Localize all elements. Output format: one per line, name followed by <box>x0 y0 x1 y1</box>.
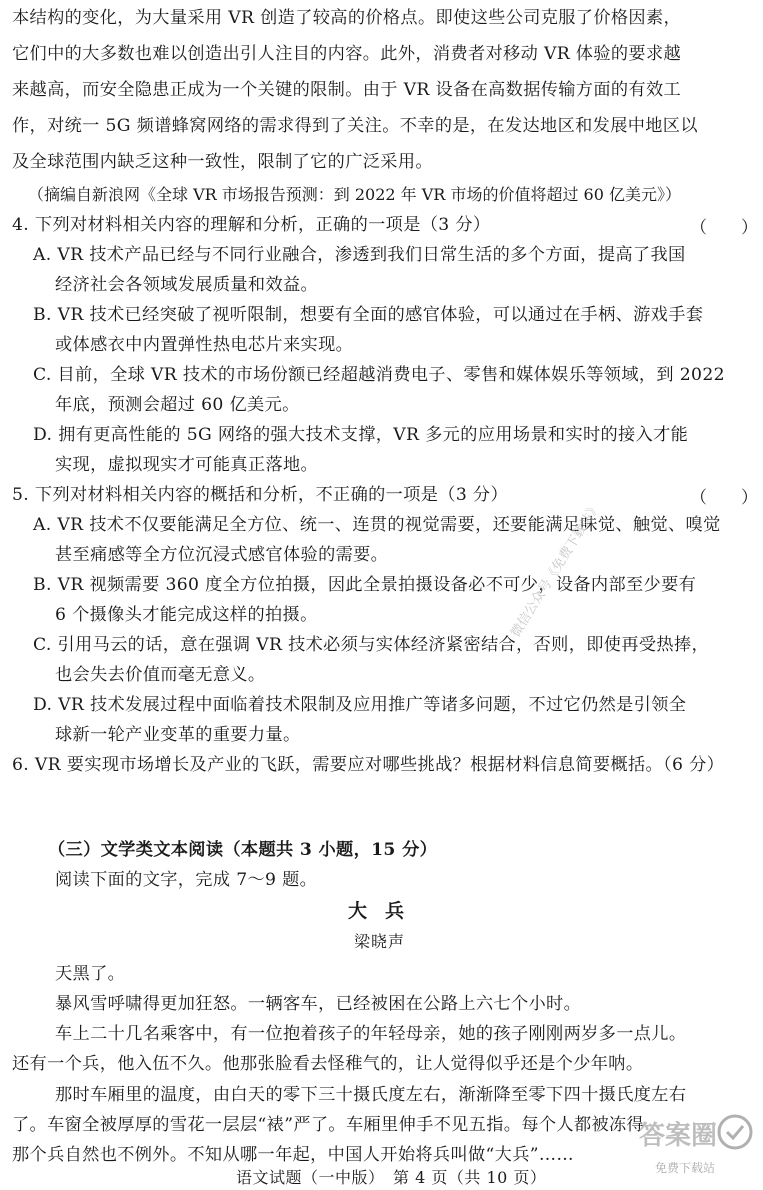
option-a-line1: A. VR 技术不仅要能满足全方位、统一、连贯的视觉需要，还要能满足味觉、触觉、嗅觉 <box>33 515 721 535</box>
story-paragraph: 那时车厢里的温度，由白天的零下三十摄氏度左右，渐渐降至零下四十摄氏度左右 <box>55 1085 687 1105</box>
answer-bracket: （ ） <box>690 488 758 508</box>
watermark-text: 微信公众号《免费下载站》 <box>508 499 604 641</box>
option-b-line2: 或体感衣中内置弹性热电芯片来实现。 <box>55 335 354 355</box>
page-footer: 语文试题（一中版） 第 4 页（共 10 页） <box>236 1168 547 1187</box>
option-b-line1: B. VR 视频需要 360 度全方位拍摄，因此全景拍摄设备必不可少，设备内部至少要有 <box>33 575 697 595</box>
option-d-line1: D. VR 技术发展过程中面临着技术限制及应用推广等诸多问题，不过它仍然是引领全 <box>33 695 687 715</box>
text-line: 作，对统一 5G 频谱蜂窝网络的需求得到了关注。不幸的是，在发达地区和发展中地区以 <box>12 116 698 136</box>
logo-stamp <box>635 1110 755 1180</box>
story-author: 梁晓声 <box>354 932 406 951</box>
section-heading: （三）文学类文本阅读（本题共 3 小题，15 分） <box>48 840 438 860</box>
logo-subtext: 免费下载站 <box>655 1161 716 1175</box>
option-a-line2: 甚至痛感等全方位沉浸式感官体验的需要。 <box>55 545 389 565</box>
answer-bracket: （ ） <box>690 218 758 238</box>
option-b-line1: B. VR 技术已经突破了视听限制，想要有全面的感官体验，可以通过在手柄、游戏手套 <box>33 305 704 325</box>
text-line: 本结构的变化，为大量采用 VR 创造了较高的价格点。即使这些公司克服了价格因素， <box>12 8 682 28</box>
option-d-line2: 球新一轮产业变革的重要力量。 <box>55 725 301 745</box>
question-4-stem: 4. 下列对材料相关内容的理解和分析，正确的一项是（3 分） <box>12 215 491 235</box>
option-b-line2: 6 个摄像头才能完成这样的拍摄。 <box>55 605 318 625</box>
story-paragraph: 那个兵自然也不例外。不知从哪一年起，中国人开始将兵叫做“大兵”…… <box>12 1145 574 1165</box>
option-d-line1: D. 拥有更高性能的 5G 网络的强大技术支撑，VR 多元的应用场景和实时的接入才能 <box>33 425 689 445</box>
text-line: 它们中的大多数也难以创造出引人注目的内容。此外，消费者对移动 VR 体验的要求越 <box>12 44 682 64</box>
story-title: 大兵 <box>348 900 423 922</box>
story-paragraph: 还有一个兵，他入伍不久。他那张脸看去怪稚气的，让人觉得似乎还是个少年呐。 <box>12 1054 644 1074</box>
option-c-line2: 也会失去价值而毫无意义。 <box>55 665 266 685</box>
story-paragraph: 暴风雪呼啸得更加狂怒。一辆客车，已经被困在公路上六七个小时。 <box>55 994 582 1014</box>
story-paragraph: 天黑了。 <box>55 964 126 984</box>
option-d-line2: 实现，虚拟现实才可能真正落地。 <box>55 455 319 475</box>
story-paragraph: 了。车窗全被厚厚的雪花一层层“裱”严了。车厢里伸手不见五指。每个人都被冻得… <box>12 1115 662 1135</box>
text-line: 来越高，而安全隐患正成为一个关键的限制。由于 VR 设备在高数据传输方面的有效工 <box>12 80 682 100</box>
option-c-line1: C. 目前，全球 VR 技术的市场份额已经超越消费电子、零售和媒体娱乐等领域，到 2022 <box>33 365 725 385</box>
option-c-line1: C. 引用马云的话，意在强调 VR 技术必须与实体经济紧密结合，否则，即使再受热捧， <box>33 635 710 655</box>
option-a-line1: A. VR 技术产品已经与不同行业融合，渗透到我们日常生活的多个方面，提高了我国 <box>33 245 686 265</box>
section-instruction: 阅读下面的文字，完成 7～9 题。 <box>55 870 318 890</box>
source-citation: （摘编自新浪网《全球 VR 市场报告预测：到 2022 年 VR 市场的价值将超过 60 亿美元》） <box>28 185 681 204</box>
option-a-line2: 经济社会各领域发展质量和效益。 <box>55 275 319 295</box>
logo-icon <box>635 1110 755 1180</box>
story-paragraph: 车上二十几名乘客中，有一位抱着孩子的年轻母亲，她的孩子刚刚两岁多一点儿。 <box>55 1024 687 1044</box>
text-line: 及全球范围内缺乏这种一致性，限制了它的广泛采用。 <box>12 152 433 172</box>
logo-text: 答案圈 <box>639 1121 718 1151</box>
question-5-stem: 5. 下列对材料相关内容的概括和分析，不正确的一项是（3 分） <box>12 485 508 505</box>
option-c-line2: 年底，预测会超过 60 亿美元。 <box>55 395 300 415</box>
question-6: 6. VR 要实现市场增长及产业的飞跃，需要应对哪些挑战？根据材料信息简要概括。（6 分） <box>12 755 725 775</box>
